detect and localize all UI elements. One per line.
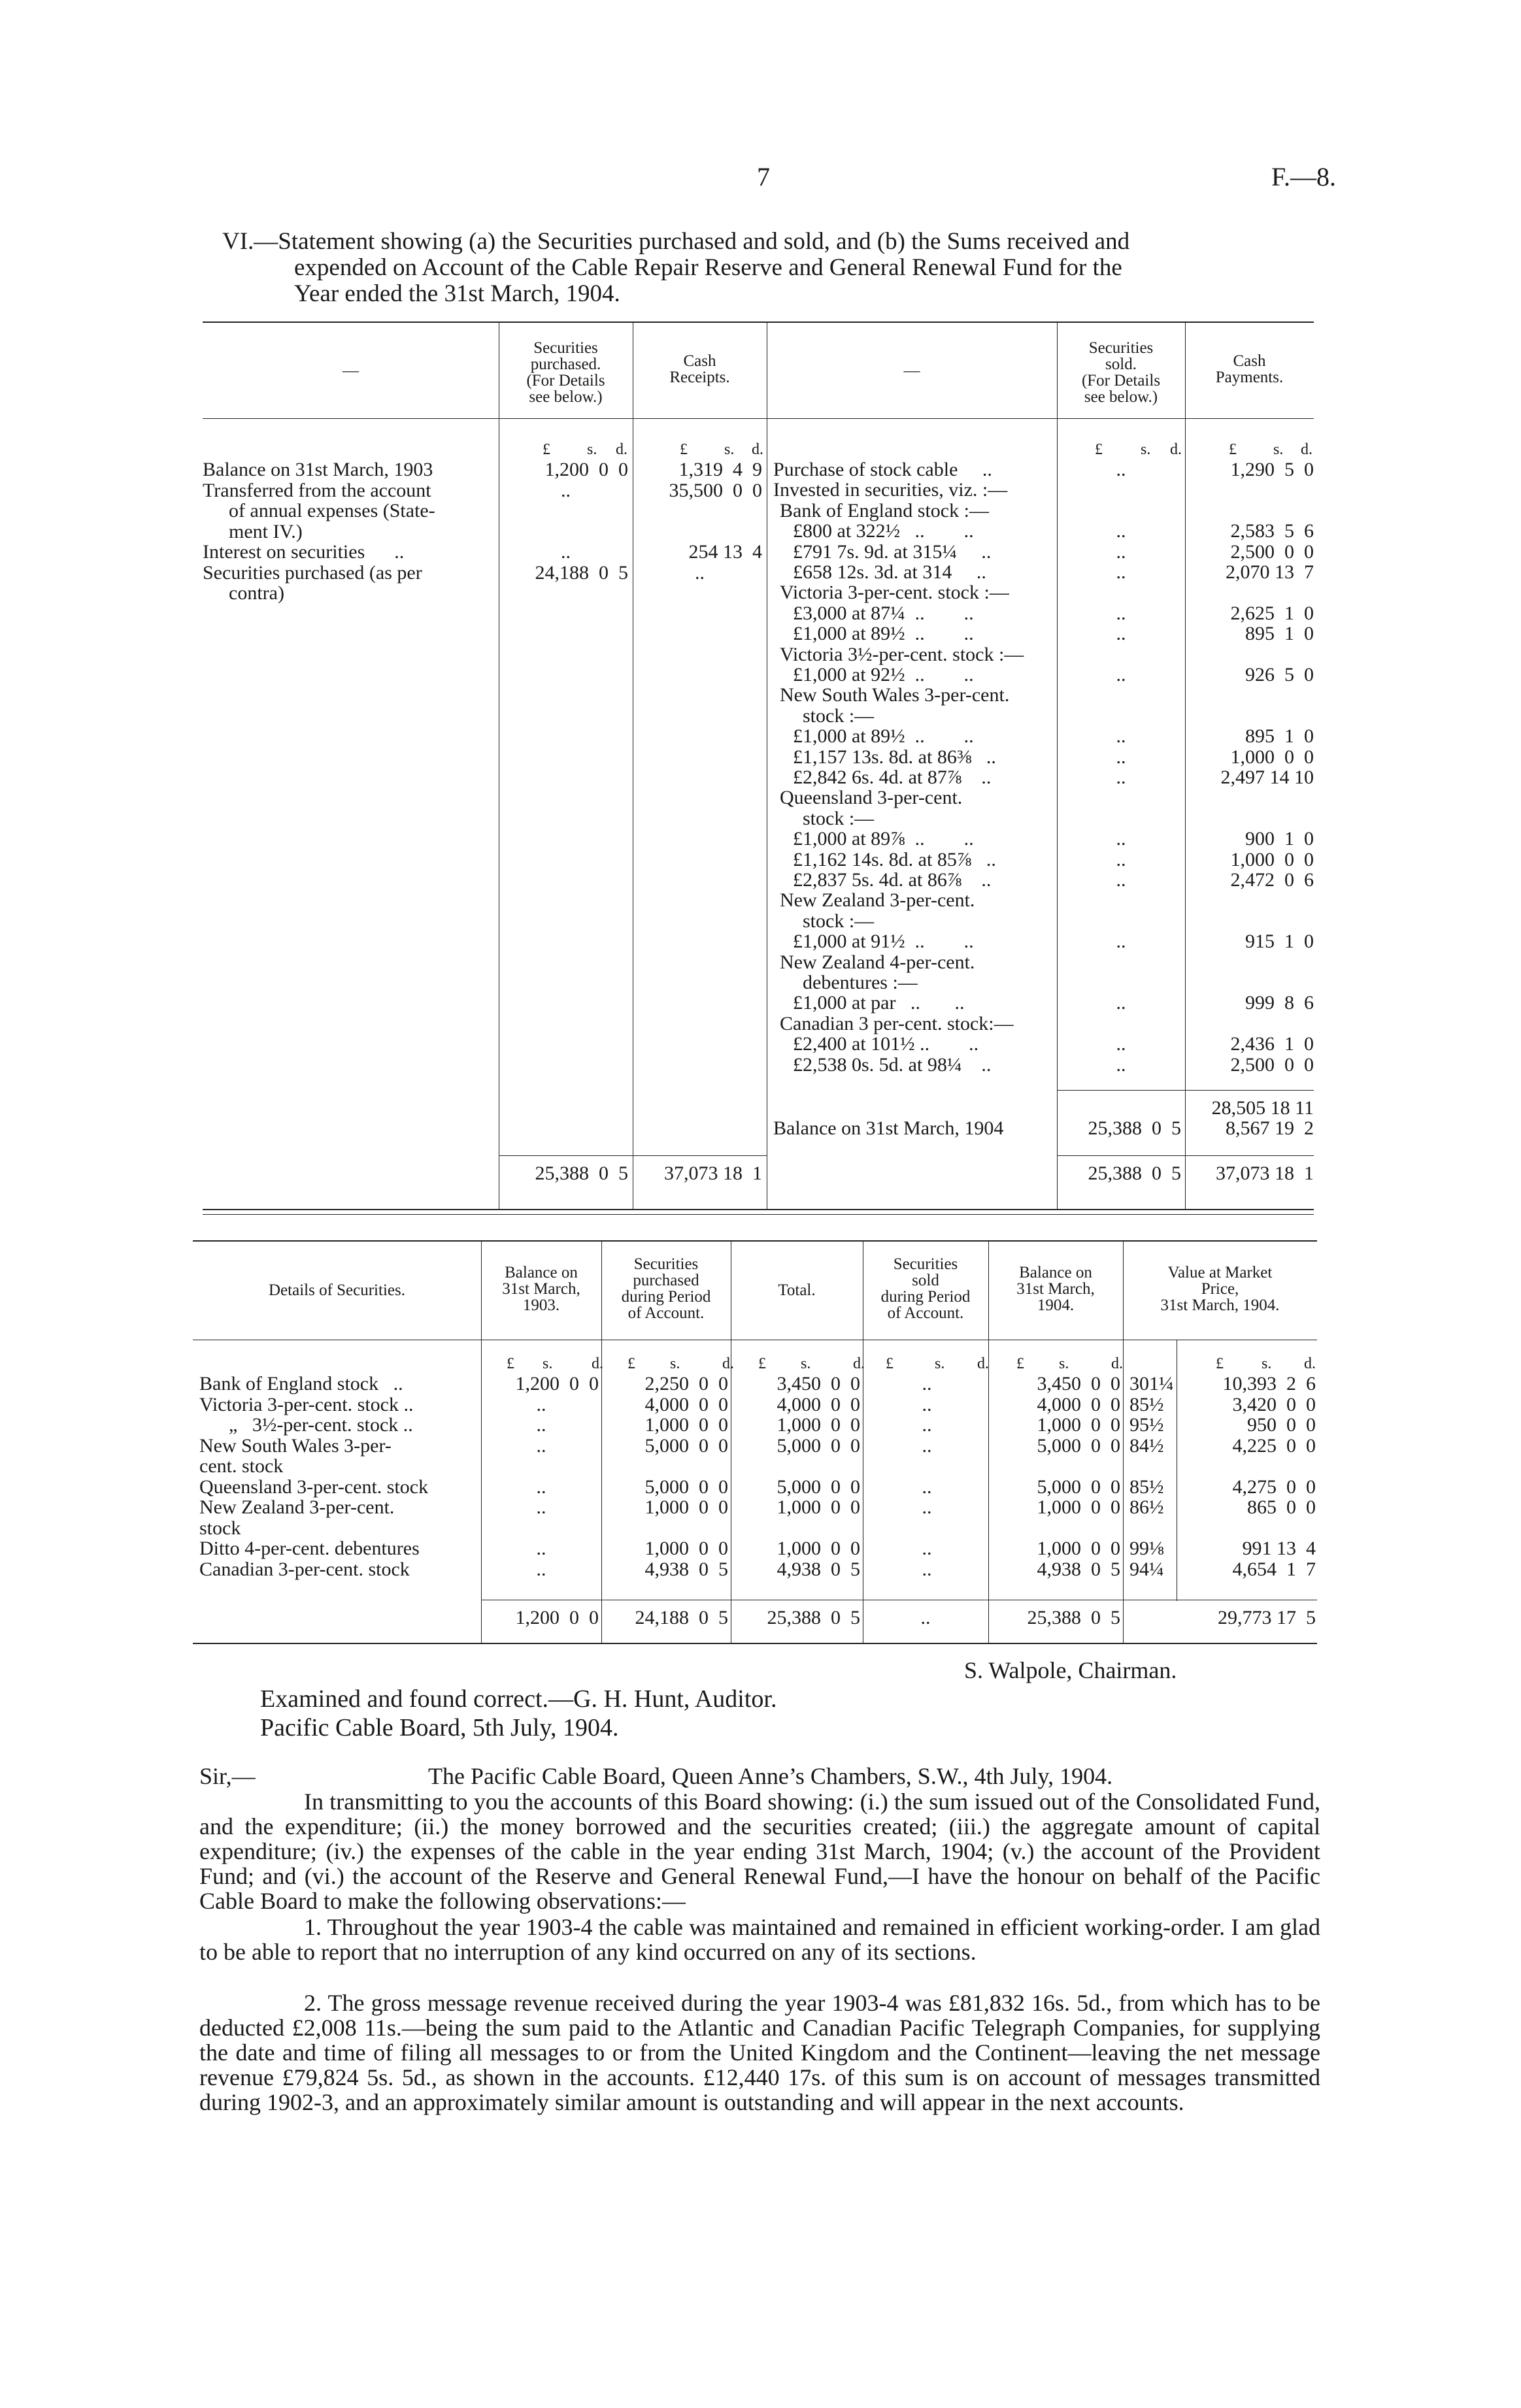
payment-cash-value: 2,625 1 0: [1230, 602, 1314, 624]
security-balance-1903-value: ..: [536, 1496, 546, 1518]
payment-label: £1,000 at par .. ..: [793, 992, 965, 1014]
security-sold-value: ..: [922, 1538, 932, 1559]
currency-marker: d.: [1111, 1355, 1123, 1372]
receipt-label: Transferred from the account: [203, 479, 431, 501]
security-market-price: 84½: [1129, 1434, 1164, 1457]
receipt-purchased-value: 24,188 0 5: [535, 561, 628, 584]
security-market-price: 85½: [1129, 1393, 1164, 1415]
details-total-1903: 1,200 0 0: [515, 1607, 599, 1628]
payment-label: £1,000 at 89½ .. ..: [793, 623, 974, 645]
payment-cash-value: 1,000 0 0: [1230, 746, 1314, 768]
security-total-value: 1,000 0 0: [777, 1496, 860, 1518]
security-label: New Zealand 3-per-cent.: [199, 1496, 395, 1518]
chairman-signature: S. Walpole, Chairman.: [964, 1657, 1177, 1683]
document-ref: F.—8.: [1271, 162, 1337, 191]
closing-balance-sold: 25,388 0 5: [1088, 1117, 1181, 1139]
page-number: 7: [757, 162, 770, 191]
subtotal-payments: 28,505 18 11: [1211, 1097, 1314, 1119]
payment-cash-value: 2,070 13 7: [1226, 561, 1314, 583]
security-balance-1903-value: ..: [536, 1393, 546, 1415]
security-balance-1903-value: ..: [536, 1558, 546, 1580]
security-sold-value: ..: [922, 1558, 932, 1580]
total-purchased: 25,388 0 5: [535, 1163, 628, 1184]
currency-pence: d.: [616, 441, 627, 458]
payment-label: Queensland 3-per-cent.: [780, 787, 963, 809]
payment-label: Purchase of stock cable ..: [773, 459, 992, 480]
currency-shillings: s.: [1273, 441, 1284, 458]
security-purchased-value: 4,000 0 0: [644, 1393, 728, 1415]
currency-pound: £: [680, 441, 688, 458]
payment-sold-value: ..: [1116, 725, 1126, 748]
currency-marker: £: [886, 1355, 894, 1372]
payment-sold-value: ..: [1116, 869, 1126, 891]
security-total-value: 5,000 0 0: [777, 1434, 860, 1457]
statement-title: [222, 229, 1129, 307]
payment-label: debentures :—: [803, 972, 918, 993]
board-date: Pacific Cable Board, 5th July, 1904.: [260, 1714, 619, 1741]
currency-shillings: s.: [724, 441, 735, 458]
security-market-price: 95½: [1129, 1414, 1164, 1436]
currency-pound: £: [543, 441, 550, 458]
security-total-value: 4,000 0 0: [777, 1393, 860, 1415]
currency-pound: £: [1095, 441, 1103, 458]
security-label: cent. stock: [199, 1455, 284, 1477]
payment-label: £1,000 at 92½ .. ..: [793, 664, 974, 685]
security-balance-1903-value: ..: [536, 1476, 546, 1498]
security-market-value: 4,275 0 0: [1232, 1476, 1316, 1498]
details-total-1904: 25,388 0 5: [1027, 1607, 1120, 1628]
header-dash-left: —: [343, 362, 359, 380]
currency-marker: d.: [853, 1355, 865, 1372]
payment-sold-value: ..: [1116, 459, 1126, 480]
currency-pound: £: [1229, 441, 1237, 458]
security-purchased-value: 1,000 0 0: [644, 1538, 728, 1559]
payment-label: £1,162 14s. 8d. at 85⅞ ..: [793, 848, 996, 870]
payment-label: £1,000 at 89½ .. ..: [793, 725, 974, 748]
payment-label: £2,400 at 101½ .. ..: [793, 1033, 979, 1055]
security-sold-value: ..: [922, 1496, 932, 1518]
security-balance-1904-value: 1,000 0 0: [1037, 1414, 1120, 1436]
payment-label: £2,837 5s. 4d. at 86⅞ ..: [793, 869, 992, 891]
payment-label: New South Wales 3-per-cent.: [780, 684, 1010, 706]
security-market-value: 991 13 4: [1242, 1538, 1316, 1559]
payment-sold-value: ..: [1116, 931, 1126, 953]
receipt-purchased-value: ..: [561, 541, 571, 563]
security-label: Canadian 3-per-cent. stock: [199, 1558, 410, 1580]
title-line-2: expended on Account of the Cable Repair Reserve and General Renewal Fund for the: [294, 254, 1122, 281]
currency-marker: £: [507, 1355, 514, 1372]
payment-label: Canadian 3 per-cent. stock:—: [780, 1012, 1014, 1034]
payment-cash-value: 2,500 0 0: [1230, 1053, 1314, 1076]
payment-cash-value: 2,497 14 10: [1220, 767, 1314, 788]
currency-marker: d.: [592, 1355, 603, 1372]
security-total-value: 4,938 0 5: [777, 1558, 860, 1580]
header-securities-purchased: Securities purchased. (For Details see below.): [526, 339, 605, 406]
payment-cash-value: 2,500 0 0: [1230, 540, 1314, 563]
details-total-total: 25,388 0 5: [767, 1607, 860, 1628]
payment-sold-value: ..: [1116, 746, 1126, 768]
receipt-label: contra): [229, 582, 284, 604]
payment-sold-value: ..: [1116, 561, 1126, 583]
receipt-label: ment IV.): [229, 520, 303, 542]
currency-marker: £: [627, 1355, 635, 1372]
security-balance-1904-value: 1,000 0 0: [1037, 1538, 1120, 1559]
payment-sold-value: ..: [1116, 767, 1126, 788]
details-total-market: 29,773 17 5: [1218, 1607, 1316, 1628]
payment-label: New Zealand 3-per-cent.: [780, 889, 975, 912]
security-label: Ditto 4-per-cent. debentures: [199, 1538, 420, 1559]
security-balance-1904-value: 5,000 0 0: [1037, 1434, 1120, 1457]
payment-label: £658 12s. 3d. at 314 ..: [793, 561, 986, 583]
security-total-value: 1,000 0 0: [777, 1538, 860, 1559]
currency-shillings: s.: [1141, 441, 1151, 458]
security-market-value: 950 0 0: [1247, 1414, 1316, 1436]
receipt-purchased-value: 1,200 0 0: [544, 459, 628, 480]
total-cash-payments: 37,073 18 1: [1216, 1163, 1314, 1184]
security-market-value: 865 0 0: [1247, 1496, 1316, 1518]
payment-label: £791 7s. 9d. at 315¼ ..: [793, 540, 992, 563]
currency-marker: £: [1016, 1355, 1024, 1372]
security-sold-value: ..: [922, 1393, 932, 1415]
receipt-purchased-value: ..: [561, 479, 571, 501]
receipt-cash-value: 1,319 4 9: [678, 459, 762, 480]
security-label: Queensland 3-per-cent. stock: [199, 1476, 429, 1498]
security-purchased-value: 1,000 0 0: [644, 1496, 728, 1518]
security-sold-value: ..: [922, 1434, 932, 1457]
security-sold-value: ..: [922, 1476, 932, 1498]
letter-address: The Pacific Cable Board, Queen Anne’s Chambers, S.W., 4th July, 1904.: [428, 1763, 1113, 1789]
security-purchased-value: 1,000 0 0: [644, 1414, 728, 1436]
payment-label: £2,538 0s. 5d. at 98¼ ..: [793, 1053, 992, 1076]
header-details: Details of Securities.: [269, 1281, 405, 1299]
letter-paragraph-3: 2. The gross message revenue received during the year 1903-4 was £81,832 16s. 5d., from which has to be deducted £2,008 11s.—being the sum paid to the Atlantic and Canadian Pacific Telegraph Companies, for supplying the date and time of filing all messages to or from the United Kingdom and the Continent—leaving the net message revenue £79,824 5s. 5d., as shown in the accounts. £12,440 17s. of this sum is on account of messages transmitted during 1902-3, and an approximately similar amount is outstanding and will appear in the next accounts.: [199, 1990, 1320, 2115]
currency-marker: s.: [801, 1355, 811, 1372]
header-balance-1903: Balance on 31st March, 1903.: [502, 1264, 580, 1314]
security-market-price: 86½: [1129, 1496, 1164, 1518]
letter-paragraph-2: 1. Throughout the year 1903-4 the cable was maintained and remained in efficient working-order. I am glad to be able to report that no interruption of any kind occurred on any of its sections.: [199, 1914, 1320, 1965]
payment-sold-value: ..: [1116, 1033, 1126, 1055]
currency-pence: d.: [752, 441, 763, 458]
security-balance-1903-value: ..: [536, 1414, 546, 1436]
title-line-1: VI.—Statement showing (a) the Securities purchased and sold, and (b) the Sums received and: [222, 228, 1130, 255]
security-purchased-value: 5,000 0 0: [644, 1434, 728, 1457]
payment-label: stock :—: [803, 807, 875, 829]
security-balance-1904-value: 3,450 0 0: [1037, 1373, 1120, 1394]
security-label: Victoria 3-per-cent. stock ..: [199, 1393, 414, 1415]
security-balance-1903-value: ..: [536, 1434, 546, 1457]
security-market-value: 10,393 2 6: [1222, 1373, 1316, 1394]
security-label: New South Wales 3-per-: [199, 1434, 392, 1457]
payment-label: New Zealand 4-per-cent.: [780, 951, 975, 973]
payment-sold-value: ..: [1116, 828, 1126, 850]
payment-cash-value: 1,000 0 0: [1230, 848, 1314, 870]
currency-marker: d.: [1304, 1355, 1316, 1372]
payment-label: Bank of England stock :—: [780, 499, 989, 521]
payment-sold-value: ..: [1116, 992, 1126, 1014]
security-market-value: 4,654 1 7: [1232, 1558, 1316, 1580]
payment-label: £2,842 6s. 4d. at 87⅞ ..: [793, 767, 992, 788]
security-balance-1904-value: 4,000 0 0: [1037, 1393, 1120, 1415]
payment-sold-value: ..: [1116, 1053, 1126, 1076]
security-balance-1903-value: 1,200 0 0: [515, 1373, 599, 1394]
currency-pence: d.: [1170, 441, 1182, 458]
security-label: Bank of England stock ..: [199, 1373, 403, 1394]
payment-sold-value: ..: [1116, 623, 1126, 645]
currency-shillings: s.: [587, 441, 597, 458]
security-total-value: 1,000 0 0: [777, 1414, 860, 1436]
header-cash-payments: Cash Payments.: [1215, 352, 1284, 386]
payment-cash-value: 900 1 0: [1245, 828, 1314, 850]
payment-label: stock :—: [803, 910, 875, 932]
payment-cash-value: 999 8 6: [1245, 992, 1314, 1014]
payment-cash-value: 2,472 0 6: [1230, 869, 1314, 891]
security-market-value: 3,420 0 0: [1232, 1393, 1316, 1415]
receipt-cash-value: 254 13 4: [688, 541, 762, 563]
total-sold: 25,388 0 5: [1088, 1163, 1181, 1184]
currency-marker: s.: [935, 1355, 945, 1372]
header-balance-1904: Balance on 31st March, 1904.: [1016, 1264, 1095, 1314]
security-balance-1904-value: 1,000 0 0: [1037, 1496, 1120, 1518]
receipt-cash-value: ..: [695, 561, 705, 584]
header-securities-sold: Securities sold. (For Details see below.): [1081, 339, 1161, 406]
security-label: stock: [199, 1517, 241, 1539]
letter-paragraph-1: In transmitting to you the accounts of this Board showing: (i.) the sum issued out of the Consolidated Fund, and the expenditure; (ii.) the money borrowed and the securities created; (iii.) the aggregate amount of capital expenditure; (iv.) the expenses of the cable in the year ending 31st March, 1904; (v.) the account of the Provident Fund; and (vi.) the account of the Reserve and General Renewal Fund,—I have the honour on behalf of the Pacific Cable Board to make the following observations:—: [199, 1789, 1320, 1914]
payment-sold-value: ..: [1116, 602, 1126, 624]
header-cash-receipts: Cash Receipts.: [669, 352, 730, 386]
currency-marker: s.: [543, 1355, 553, 1372]
security-market-price: 301¼: [1129, 1373, 1174, 1394]
currency-marker: s.: [1059, 1355, 1069, 1372]
payment-cash-value: 1,290 5 0: [1230, 459, 1314, 480]
letter-salutation: Sir,—: [199, 1763, 256, 1789]
receipt-cash-value: 35,500 0 0: [669, 479, 762, 501]
currency-marker: d.: [977, 1355, 989, 1372]
receipt-label: Balance on 31st March, 1903: [203, 459, 433, 480]
currency-marker: d.: [722, 1355, 734, 1372]
security-balance-1904-value: 4,938 0 5: [1037, 1558, 1120, 1580]
security-sold-value: ..: [922, 1414, 932, 1436]
payment-label: Victoria 3-per-cent. stock :—: [780, 582, 1009, 604]
receipt-label: Securities purchased (as per: [203, 561, 422, 584]
currency-marker: £: [758, 1355, 766, 1372]
security-purchased-value: 5,000 0 0: [644, 1476, 728, 1498]
details-total-sold: ..: [920, 1607, 931, 1628]
receipt-label: of annual expenses (State-: [229, 500, 435, 521]
security-market-value: 4,225 0 0: [1232, 1434, 1316, 1457]
payment-label: £1,000 at 91½ .. ..: [793, 931, 974, 953]
total-cash-receipts: 37,073 18 1: [664, 1163, 762, 1184]
security-sold-value: ..: [922, 1373, 932, 1394]
auditor-statement: Examined and found correct.—G. H. Hunt, Auditor.: [260, 1685, 777, 1713]
receipt-label: Interest on securities ..: [203, 541, 405, 563]
payment-label: £3,000 at 87¼ .. ..: [793, 602, 974, 624]
header-total: Total.: [778, 1281, 816, 1299]
security-total-value: 3,450 0 0: [777, 1373, 860, 1394]
payment-label: Victoria 3½-per-cent. stock :—: [780, 643, 1024, 665]
payment-sold-value: ..: [1116, 848, 1126, 870]
payment-cash-value: 2,583 5 6: [1230, 520, 1314, 542]
payment-label: Invested in securities, viz. :—: [773, 479, 1008, 501]
currency-pence: d.: [1301, 441, 1312, 458]
payment-label: £800 at 322½ .. ..: [793, 520, 974, 542]
header-market-value: Value at Market Price, 31st March, 1904.: [1160, 1264, 1280, 1314]
payment-cash-value: 926 5 0: [1245, 664, 1314, 685]
currency-marker: s.: [670, 1355, 680, 1372]
header-details-sold: Securities sold during Period of Account.: [880, 1255, 971, 1322]
currency-marker: s.: [1262, 1355, 1272, 1372]
security-market-price: 85½: [1129, 1476, 1164, 1498]
payment-label: stock :—: [803, 704, 875, 727]
payment-label: £1,157 13s. 8d. at 86⅜ ..: [793, 746, 996, 768]
security-purchased-value: 4,938 0 5: [644, 1558, 728, 1580]
payment-sold-value: ..: [1116, 520, 1126, 542]
details-total-purchased: 24,188 0 5: [635, 1607, 728, 1628]
closing-balance-label: Balance on 31st March, 1904: [773, 1117, 1004, 1139]
payment-sold-value: ..: [1116, 664, 1126, 685]
payment-cash-value: 895 1 0: [1245, 725, 1314, 748]
payment-cash-value: 915 1 0: [1245, 931, 1314, 953]
title-line-3: Year ended the 31st March, 1904.: [294, 280, 620, 307]
security-market-price: 94¼: [1129, 1558, 1164, 1580]
security-label: „ 3½-per-cent. stock ..: [199, 1414, 413, 1436]
currency-marker: £: [1216, 1355, 1224, 1372]
payment-sold-value: ..: [1116, 540, 1126, 563]
payment-cash-value: 895 1 0: [1245, 623, 1314, 645]
payment-cash-value: 2,436 1 0: [1230, 1033, 1314, 1055]
header-dash-right: —: [903, 362, 920, 380]
header-details-purchased: Securities purchased during Period of Account.: [621, 1255, 711, 1322]
security-total-value: 5,000 0 0: [777, 1476, 860, 1498]
payment-label: £1,000 at 89⅞ .. ..: [793, 828, 974, 850]
security-purchased-value: 2,250 0 0: [644, 1373, 728, 1394]
security-balance-1904-value: 5,000 0 0: [1037, 1476, 1120, 1498]
security-balance-1903-value: ..: [536, 1538, 546, 1559]
closing-balance-payments: 8,567 19 2: [1226, 1117, 1314, 1139]
security-market-price: 99⅛: [1129, 1538, 1164, 1559]
